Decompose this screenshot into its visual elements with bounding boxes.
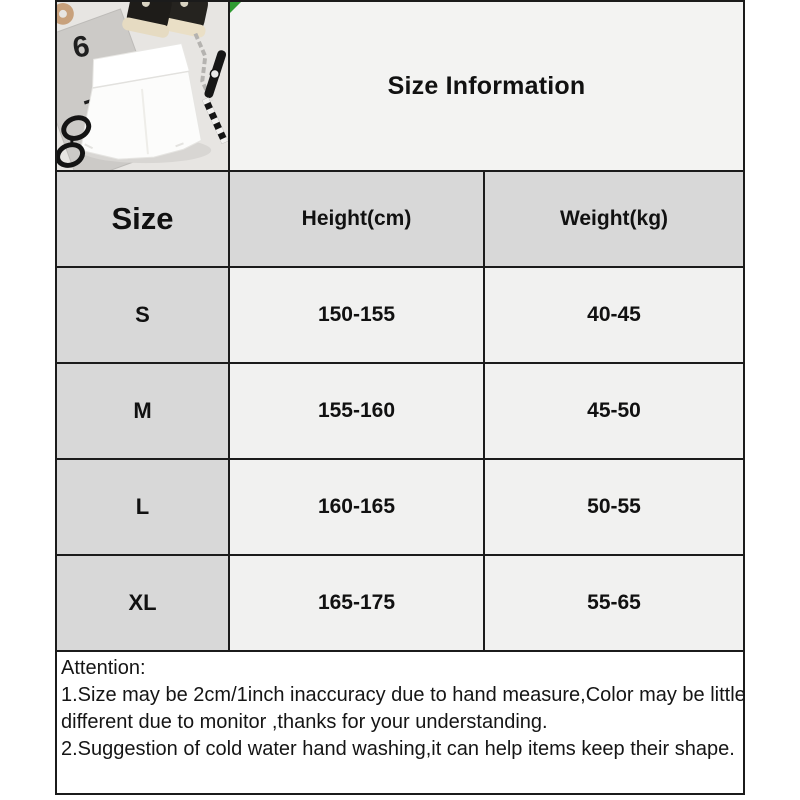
photo-digit-six: 6 bbox=[70, 29, 93, 65]
height-value: 150-155 bbox=[230, 268, 485, 362]
attention-section bbox=[57, 652, 746, 793]
size-label: M bbox=[57, 364, 230, 458]
size-label: S bbox=[57, 268, 230, 362]
size-info-sheet bbox=[55, 0, 745, 795]
page-title: Size Information bbox=[387, 71, 586, 100]
green-corner-marker bbox=[230, 2, 241, 13]
table-row-xl bbox=[57, 556, 743, 652]
column-header-weight: Weight(kg) bbox=[485, 172, 743, 266]
attention-line-3: 2.Suggestion of cold water hand washing,it can help items keep their shape. bbox=[61, 738, 735, 760]
attention-line-2: different due to monitor ,thanks for your understanding. bbox=[61, 711, 548, 733]
column-header-size: Size bbox=[57, 172, 230, 266]
size-label: XL bbox=[57, 556, 230, 650]
shorts-shape bbox=[81, 44, 202, 160]
column-header-height: Height(cm) bbox=[230, 172, 485, 266]
table-row-s bbox=[57, 268, 743, 364]
height-value: 165-175 bbox=[230, 556, 485, 650]
weight-value: 40-45 bbox=[485, 268, 743, 362]
title-cell bbox=[230, 2, 743, 170]
product-photo bbox=[57, 2, 230, 170]
attention-heading: Attention: bbox=[61, 657, 146, 679]
weight-value: 55-65 bbox=[485, 556, 743, 650]
attention-line-1: 1.Size may be 2cm/1inch inaccuracy due to hand measure,Color may be little bbox=[61, 684, 746, 706]
height-value: 155-160 bbox=[230, 364, 485, 458]
weight-value: 50-55 bbox=[485, 460, 743, 554]
product-photo-illustration bbox=[57, 2, 228, 170]
table-row-m bbox=[57, 364, 743, 460]
top-section bbox=[57, 2, 743, 172]
table-row-l bbox=[57, 460, 743, 556]
tape-roll-hole bbox=[59, 10, 67, 18]
size-label: L bbox=[57, 460, 230, 554]
weight-value: 45-50 bbox=[485, 364, 743, 458]
height-value: 160-165 bbox=[230, 460, 485, 554]
table-header-row bbox=[57, 172, 743, 268]
